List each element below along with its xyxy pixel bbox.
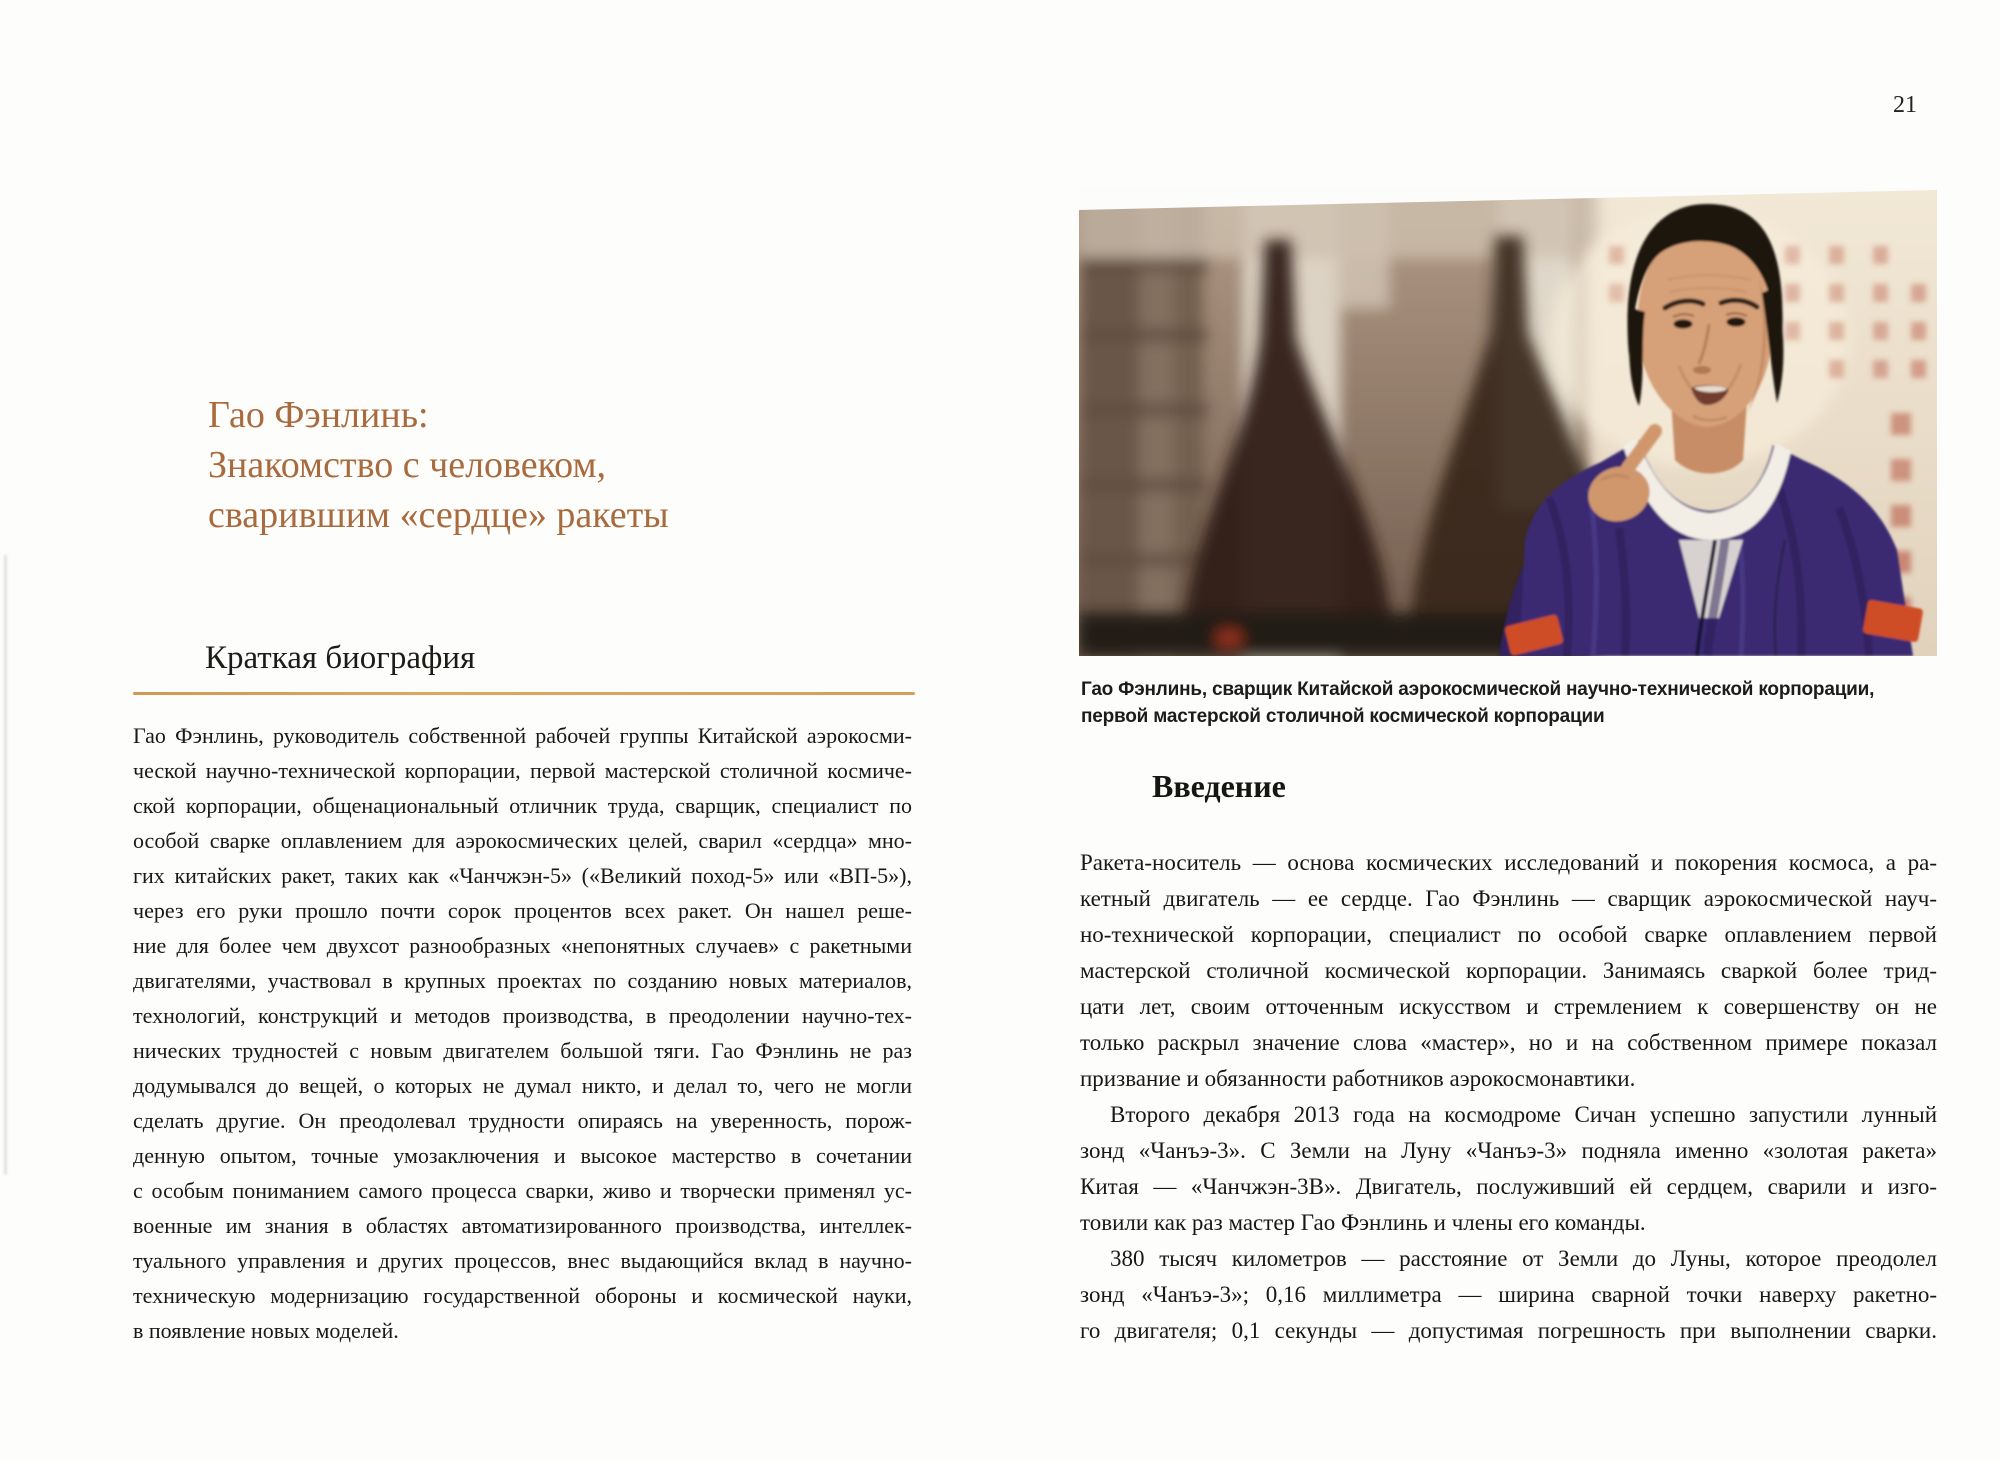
body-line: Гао Фэнлинь, руководитель собственной рабочей группы Китайской аэрокосми- <box>133 723 912 748</box>
body-line: сделать другие. Он преодолевал трудности опираясь на уверенность, порож- <box>133 1108 912 1133</box>
body-line: ской корпорации, общенациональный отличник труда, сварщик, специалист по <box>133 793 912 818</box>
right-eye <box>1727 317 1746 326</box>
body-line: призвание и обязанности работников аэрокосмонавтики. <box>1080 1066 1636 1091</box>
body-line: в появление новых моделей. <box>133 1318 399 1343</box>
body-line: с особым пониманием самого процесса сварки, живо и творчески применял ус- <box>133 1178 912 1203</box>
body-line: через его руки прошло почти сорок процентов всех ракет. Он нашел реше- <box>133 898 912 923</box>
body-line: зонд «Чанъэ-3». С Земли на Луну «Чанъэ-3» подняла именно «золотая ракета» <box>1080 1138 1937 1163</box>
biography-paragraph <box>133 718 912 1348</box>
body-line: зонд «Чанъэ-3»; 0,16 миллиметра — ширина сварной точки наверху ракетно- <box>1080 1282 1937 1307</box>
body-line: нических трудностей с новым двигателем большой тяги. Гао Фэнлинь не раз <box>133 1038 912 1063</box>
body-line: Ракета-носитель — основа космических исследований и покорения космоса, а ра- <box>1080 850 1937 875</box>
caption-line: Гао Фэнлинь, сварщик Китайской аэрокосмической научно-технической корпорации, <box>1081 679 1875 700</box>
body-line: туального управления и других процессов, внес выдающийся вклад в научно- <box>133 1248 912 1273</box>
chapter-title <box>208 390 669 540</box>
body-line: го двигателя; 0,1 секунды — допустимая погрешность при выполнении сварки. <box>1080 1318 1937 1343</box>
body-line: 380 тысяч километров — расстояние от Земли до Луны, которое преодолел <box>1110 1246 1937 1271</box>
chapter-title-line: сварившим «сердце» ракеты <box>208 494 669 536</box>
body-line: но-технической корпорации, специалист по особой сварке оплавлением первой <box>1080 922 1937 947</box>
portrait-photo-art <box>1079 188 1937 656</box>
body-line: двигателями, участвовал в крупных проектах по созданию новых материалов, <box>133 968 912 993</box>
nostrils <box>1693 366 1711 374</box>
body-line: технологий, конструкций и методов производства, в преодолении научно-тех- <box>133 1003 912 1028</box>
body-line: военные им знания в областях автоматизированного производства, интеллек- <box>133 1213 912 1238</box>
body-line: ние для более чем двухсот разнообразных «непонятных случаев» с ракетными <box>133 933 912 958</box>
left-eye <box>1674 319 1693 328</box>
body-line: цати лет, своим отточенным искусством и стремлением к совершенству он не <box>1080 994 1937 1019</box>
section-heading-introduction: Введение <box>1152 768 1286 804</box>
portrait-photo <box>1079 188 1937 656</box>
body-line: техническую модернизацию государственной обороны и космической науки, <box>133 1283 912 1308</box>
body-line: гих китайских ракет, таких как «Чанчжэн-5» («Великий поход-5» или «ВП-5»), <box>133 863 912 888</box>
body-line: Китая — «Чанчжэн-3В». Двигатель, послуживший ей сердцем, сварили и изго- <box>1080 1174 1937 1199</box>
chapter-title-line: Гао Фэнлинь: <box>208 394 429 436</box>
body-line: товили как раз мастер Гао Фэнлинь и члены его команды. <box>1080 1210 1646 1235</box>
section-heading-biography: Краткая биография <box>205 640 476 676</box>
page-number: 21 <box>1893 92 1917 118</box>
introduction-paragraphs <box>1080 845 1937 1349</box>
photo-caption <box>1081 676 1874 730</box>
body-line: мастерской столичной космической корпорации. Занимаясь сваркой более трид- <box>1080 958 1937 983</box>
body-line: Второго декабря 2013 года на космодроме Сичан успешно запустили лунный <box>1110 1102 1937 1127</box>
section-rule <box>133 692 915 695</box>
body-line: додумывался до вещей, о которых не думал никто, и делал то, чего не могли <box>133 1073 912 1098</box>
body-line: только раскрыл значение слова «мастер», но и на собственном примере показал <box>1080 1030 1937 1055</box>
chapter-title-line: Знакомство с человеком, <box>208 444 606 486</box>
body-line: ческой научно-технической корпорации, первой мастерской столичной космиче- <box>133 758 912 783</box>
caption-line: первой мастерской столичной космической корпорации <box>1081 706 1605 727</box>
body-line: денную опытом, точные умозаключения и высокое мастерство в сочетании <box>133 1143 912 1168</box>
body-line: особой сварке оплавлением для аэрокосмических целей, сварил «сердца» мно- <box>133 828 912 853</box>
scan-edge-artifact <box>4 555 7 1175</box>
body-line: кетный двигатель — ее сердце. Гао Фэнлинь — сварщик аэрокосмической науч- <box>1080 886 1937 911</box>
